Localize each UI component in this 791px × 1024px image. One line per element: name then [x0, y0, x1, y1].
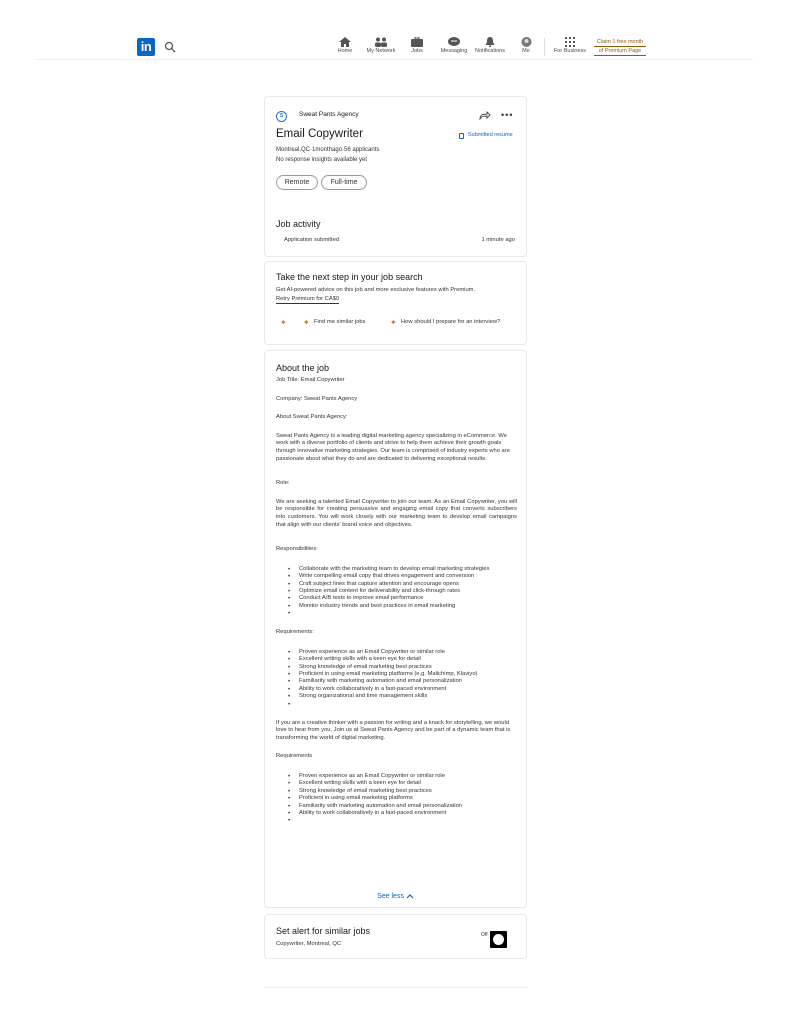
- list-item: • Optimize email content for deliverability and click-through rates: [288, 588, 517, 595]
- company-logo[interactable]: S: [276, 111, 287, 122]
- company-name[interactable]: Sweat Pants Agency: [299, 111, 359, 118]
- list-item-empty: [288, 701, 517, 708]
- premium-offer-line1: Claim 1 free month: [594, 38, 646, 47]
- sparkle-icon: ✦: [390, 318, 397, 327]
- nav-messaging[interactable]: [434, 37, 474, 54]
- nav-my-network-label: My Network: [366, 48, 396, 54]
- search-icon[interactable]: [164, 41, 176, 53]
- bell-icon: [484, 37, 496, 47]
- list-item-empty: [288, 610, 517, 617]
- sparkle-icon: ✦: [280, 318, 287, 327]
- see-less-label: See less: [377, 893, 404, 900]
- network-icon: [374, 37, 388, 47]
- list-item: • Proficient in using email marketing platforms: [288, 795, 517, 802]
- nav-me[interactable]: [506, 37, 546, 54]
- briefcase-icon: [411, 37, 423, 47]
- nav-jobs-label: Jobs: [411, 48, 423, 54]
- list-item: • Excellent writing skills with a keen eye for detail: [288, 780, 517, 787]
- job-alert-toggle-label: Off: [481, 932, 488, 938]
- nav-my-network[interactable]: [361, 37, 401, 54]
- list-item: • Proven experience as an Email Copywriter or similar role: [288, 773, 517, 780]
- application-time: 1 minute ago: [481, 237, 515, 243]
- home-icon: [339, 37, 351, 47]
- responsibilities-list: [276, 566, 517, 617]
- requirements-list-2: [276, 773, 517, 824]
- grid-icon: [565, 37, 575, 47]
- role-label: Role:: [276, 480, 290, 487]
- sparkle-icon: ✦: [303, 318, 310, 327]
- top-nav: [0, 0, 791, 60]
- job-title-line: Job Title: Email Copywriter: [276, 377, 345, 383]
- document-icon: [459, 133, 464, 139]
- list-item: • Conduct A/B tests to improve email performance: [288, 595, 517, 602]
- chevron-up-icon: [406, 894, 414, 899]
- list-item: • Strong knowledge of email marketing best practices: [288, 664, 517, 671]
- nav-divider: [544, 38, 545, 56]
- responsibilities-label: Responsibilities:: [276, 546, 318, 553]
- list-item: • Craft subject lines that capture attention and encourage opens: [288, 581, 517, 588]
- requirements-list: [276, 649, 517, 708]
- premium-card: [264, 261, 527, 345]
- job-alert-card: [264, 914, 527, 959]
- list-item: • Write compelling email copy that drives engagement and conversion: [288, 573, 517, 580]
- nav-messaging-label: Messaging: [440, 48, 468, 54]
- share-icon[interactable]: [479, 111, 491, 120]
- suggestion-similar-jobs[interactable]: Find me similar jobs: [314, 319, 366, 325]
- list-item: • Strong knowledge of email marketing best practices: [288, 788, 517, 795]
- list-item: • Strong organizational and time management skills: [288, 693, 517, 700]
- nav-bottom-rule: [35, 59, 753, 60]
- list-item: • Collaborate with the marketing team to develop email marketing strategies: [288, 566, 517, 573]
- suggestion-interview-prep[interactable]: How should I prepare for an interview?: [401, 319, 501, 325]
- nav-jobs[interactable]: [397, 37, 437, 54]
- list-item: • Familiarity with marketing automation and email personalization: [288, 803, 517, 810]
- premium-offer-line2: of Premium Page: [594, 47, 646, 56]
- about-job-body: [276, 363, 517, 836]
- retry-premium-link[interactable]: Retry Premium for CA$0: [276, 296, 340, 302]
- list-item: • Monitor industry trends and best practices in email marketing: [288, 603, 517, 610]
- list-item: • Proficient in using email marketing platforms (e.g. Mailchimp, Klaviyo): [288, 671, 517, 678]
- submitted-resume-link[interactable]: Submitted resume: [468, 132, 513, 138]
- see-less-button[interactable]: [265, 893, 526, 900]
- nav-for-business[interactable]: [550, 37, 590, 54]
- list-item: • Ability to work collaboratively in a fast-paced environment: [288, 686, 517, 693]
- nav-home[interactable]: [325, 37, 365, 54]
- about-company-label: About Sweat Pants Agency:: [276, 414, 348, 421]
- linkedin-logo[interactable]: in: [137, 38, 155, 56]
- footer-divider: [264, 987, 527, 988]
- avatar-icon: [521, 37, 532, 47]
- premium-offer-link[interactable]: [594, 38, 646, 56]
- nav-for-business-label: For Business: [553, 48, 587, 54]
- job-alert-toggle[interactable]: [490, 931, 507, 948]
- nav-notifications-label: Notifications: [475, 48, 505, 54]
- company-line: Company: Sweat Pants Agency: [276, 395, 358, 402]
- nav-me-label: Me: [522, 48, 530, 54]
- premium-card-title: Take the next step in your job search: [276, 272, 423, 282]
- job-alert-title: Set alert for similar jobs: [276, 926, 371, 936]
- requirements-label: Requirements:: [276, 629, 314, 636]
- tag-remote[interactable]: Remote: [276, 175, 318, 190]
- response-insights: No response insights available yet: [276, 157, 368, 163]
- messaging-icon: [448, 37, 460, 47]
- list-item: • Excellent writing skills with a keen eye for detail: [288, 656, 517, 663]
- role-description: We are seeking a talented Email Copywriter to join our team. As an Email Copywriter, you will be responsible for creating persuasive and engaging email copy that converts subscribers into customers. You will work closely with our marketing team to develop email campaigns that align with our clients' brand voice and objectives.: [276, 498, 517, 528]
- more-options-icon[interactable]: •••: [501, 110, 514, 120]
- company-description: Sweat Pants Agency is a leading digital marketing agency specializing in eCommerce. We work with a diverse portfolio of clients and strive to help them achieve their growth goals through innovative marketing strategies. Our team is comprised of industry experts who are passionate about what they do and are dedicated to delivering exceptional results.: [276, 432, 510, 462]
- application-status: Application submitted: [284, 237, 340, 243]
- job-activity-title: Job activity: [276, 219, 321, 229]
- premium-card-text: Get AI-powered advice on this job and more exclusive features with Premium.: [276, 287, 476, 293]
- job-header-card: [264, 96, 527, 257]
- requirements-label-2: Requirements: [276, 753, 313, 760]
- list-item: • Proven experience as an Email Copywriter or similar role: [288, 649, 517, 656]
- closing-paragraph: If you are a creative thinker with a passion for writing and a knack for storytelling, we would love to hear from you. Join us at Sweat Pants Agency and be part of a dynamic team that is transforming the world of digital marketing.: [276, 719, 511, 741]
- about-job-heading: About the job: [276, 363, 330, 373]
- nav-home-label: Home: [337, 48, 353, 54]
- job-title: Email Copywriter: [276, 128, 363, 140]
- about-job-card: [264, 350, 527, 908]
- job-alert-subtitle: Copywriter, Montreal, QC: [276, 941, 342, 947]
- tag-full-time[interactable]: Full-time: [321, 175, 367, 190]
- nav-notifications[interactable]: [470, 37, 510, 54]
- list-item-empty: [288, 817, 517, 824]
- list-item: • Ability to work collaboratively in a fast-paced environment: [288, 810, 517, 817]
- list-item: • Familiarity with marketing automation and email personalization: [288, 678, 517, 685]
- job-meta: Montreal,QC·1monthago·56 applicants: [276, 147, 380, 153]
